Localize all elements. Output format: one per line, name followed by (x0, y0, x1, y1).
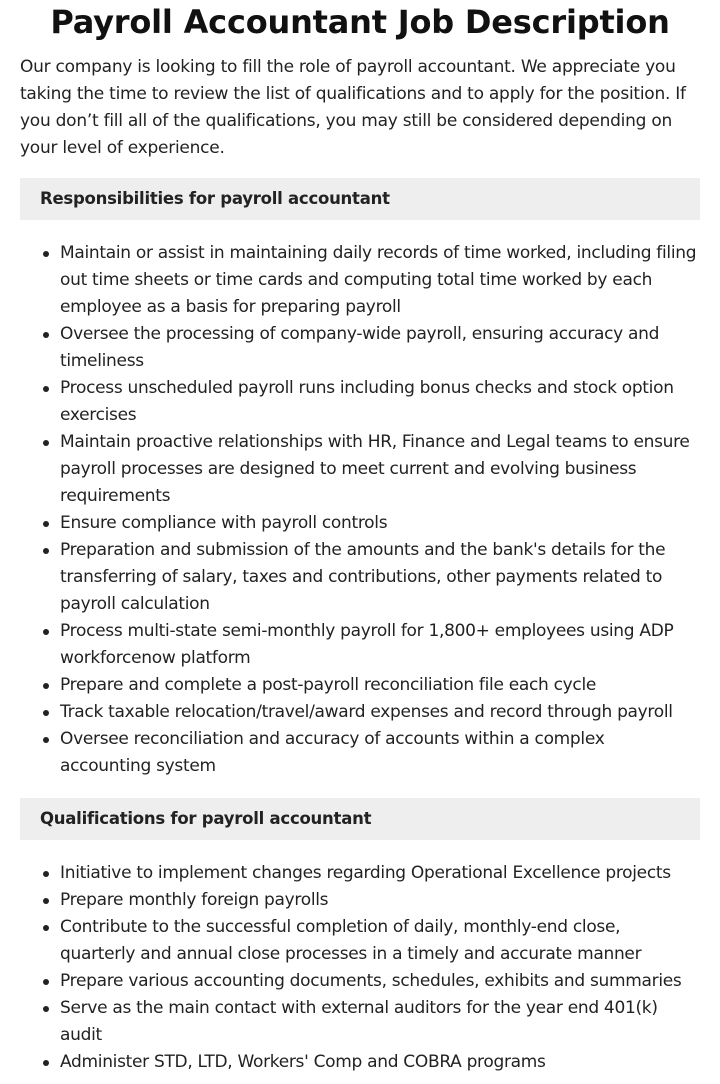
list-item: Oversee reconciliation and accuracy of accounts within a complex accounting system (60, 726, 700, 780)
page-title: Payroll Accountant Job Description (50, 3, 670, 41)
list-item: Process multi-state semi-monthly payroll for 1,800+ employees using ADP workforcenow platform (60, 618, 700, 672)
list-item: Prepare monthly foreign payrolls (60, 887, 700, 914)
list-item: Track taxable relocation/travel/award expenses and record through payroll (60, 699, 700, 726)
list-item: Process unscheduled payroll runs including bonus checks and stock option exercises (60, 375, 700, 429)
list-item: Initiative to implement changes regarding Operational Excellence projects (60, 860, 700, 887)
list-item: Maintain proactive relationships with HR, Finance and Legal teams to ensure payroll processes are designed to meet current and evolving business requirements (60, 429, 700, 510)
list-item: Prepare and complete a post-payroll reconciliation file each cycle (60, 672, 700, 699)
qualifications-heading: Qualifications for payroll accountant (20, 798, 700, 840)
list-item: Ensure compliance with payroll controls (60, 510, 700, 537)
list-item: Maintain or assist in maintaining daily records of time worked, including filing out time sheets or time cards and computing total time worked by each employee as a basis for preparing payroll (60, 240, 700, 321)
qualifications-list (20, 860, 700, 1076)
responsibilities-list (20, 240, 700, 780)
list-item: Contribute to the successful completion of daily, monthly-end close, quarterly and annual close processes in a timely and accurate manner (60, 914, 700, 968)
list-item: Prepare various accounting documents, schedules, exhibits and summaries (60, 968, 700, 995)
list-item: Oversee the processing of company-wide payroll, ensuring accuracy and timeliness (60, 321, 700, 375)
list-item: Administer STD, LTD, Workers' Comp and COBRA programs (60, 1049, 700, 1076)
responsibilities-heading: Responsibilities for payroll accountant (20, 178, 700, 220)
intro-paragraph: Our company is looking to fill the role of payroll accountant. We appreciate you taking the time to review the list of qualifications and to apply for the position. If you don’t fill all of the qualifications, you may still be considered depending on your level of experience. (20, 57, 686, 158)
list-item: Preparation and submission of the amounts and the bank's details for the transferring of salary, taxes and contributions, other payments related to payroll calculation (60, 537, 700, 618)
list-item: Serve as the main contact with external auditors for the year end 401(k) audit (60, 995, 700, 1049)
